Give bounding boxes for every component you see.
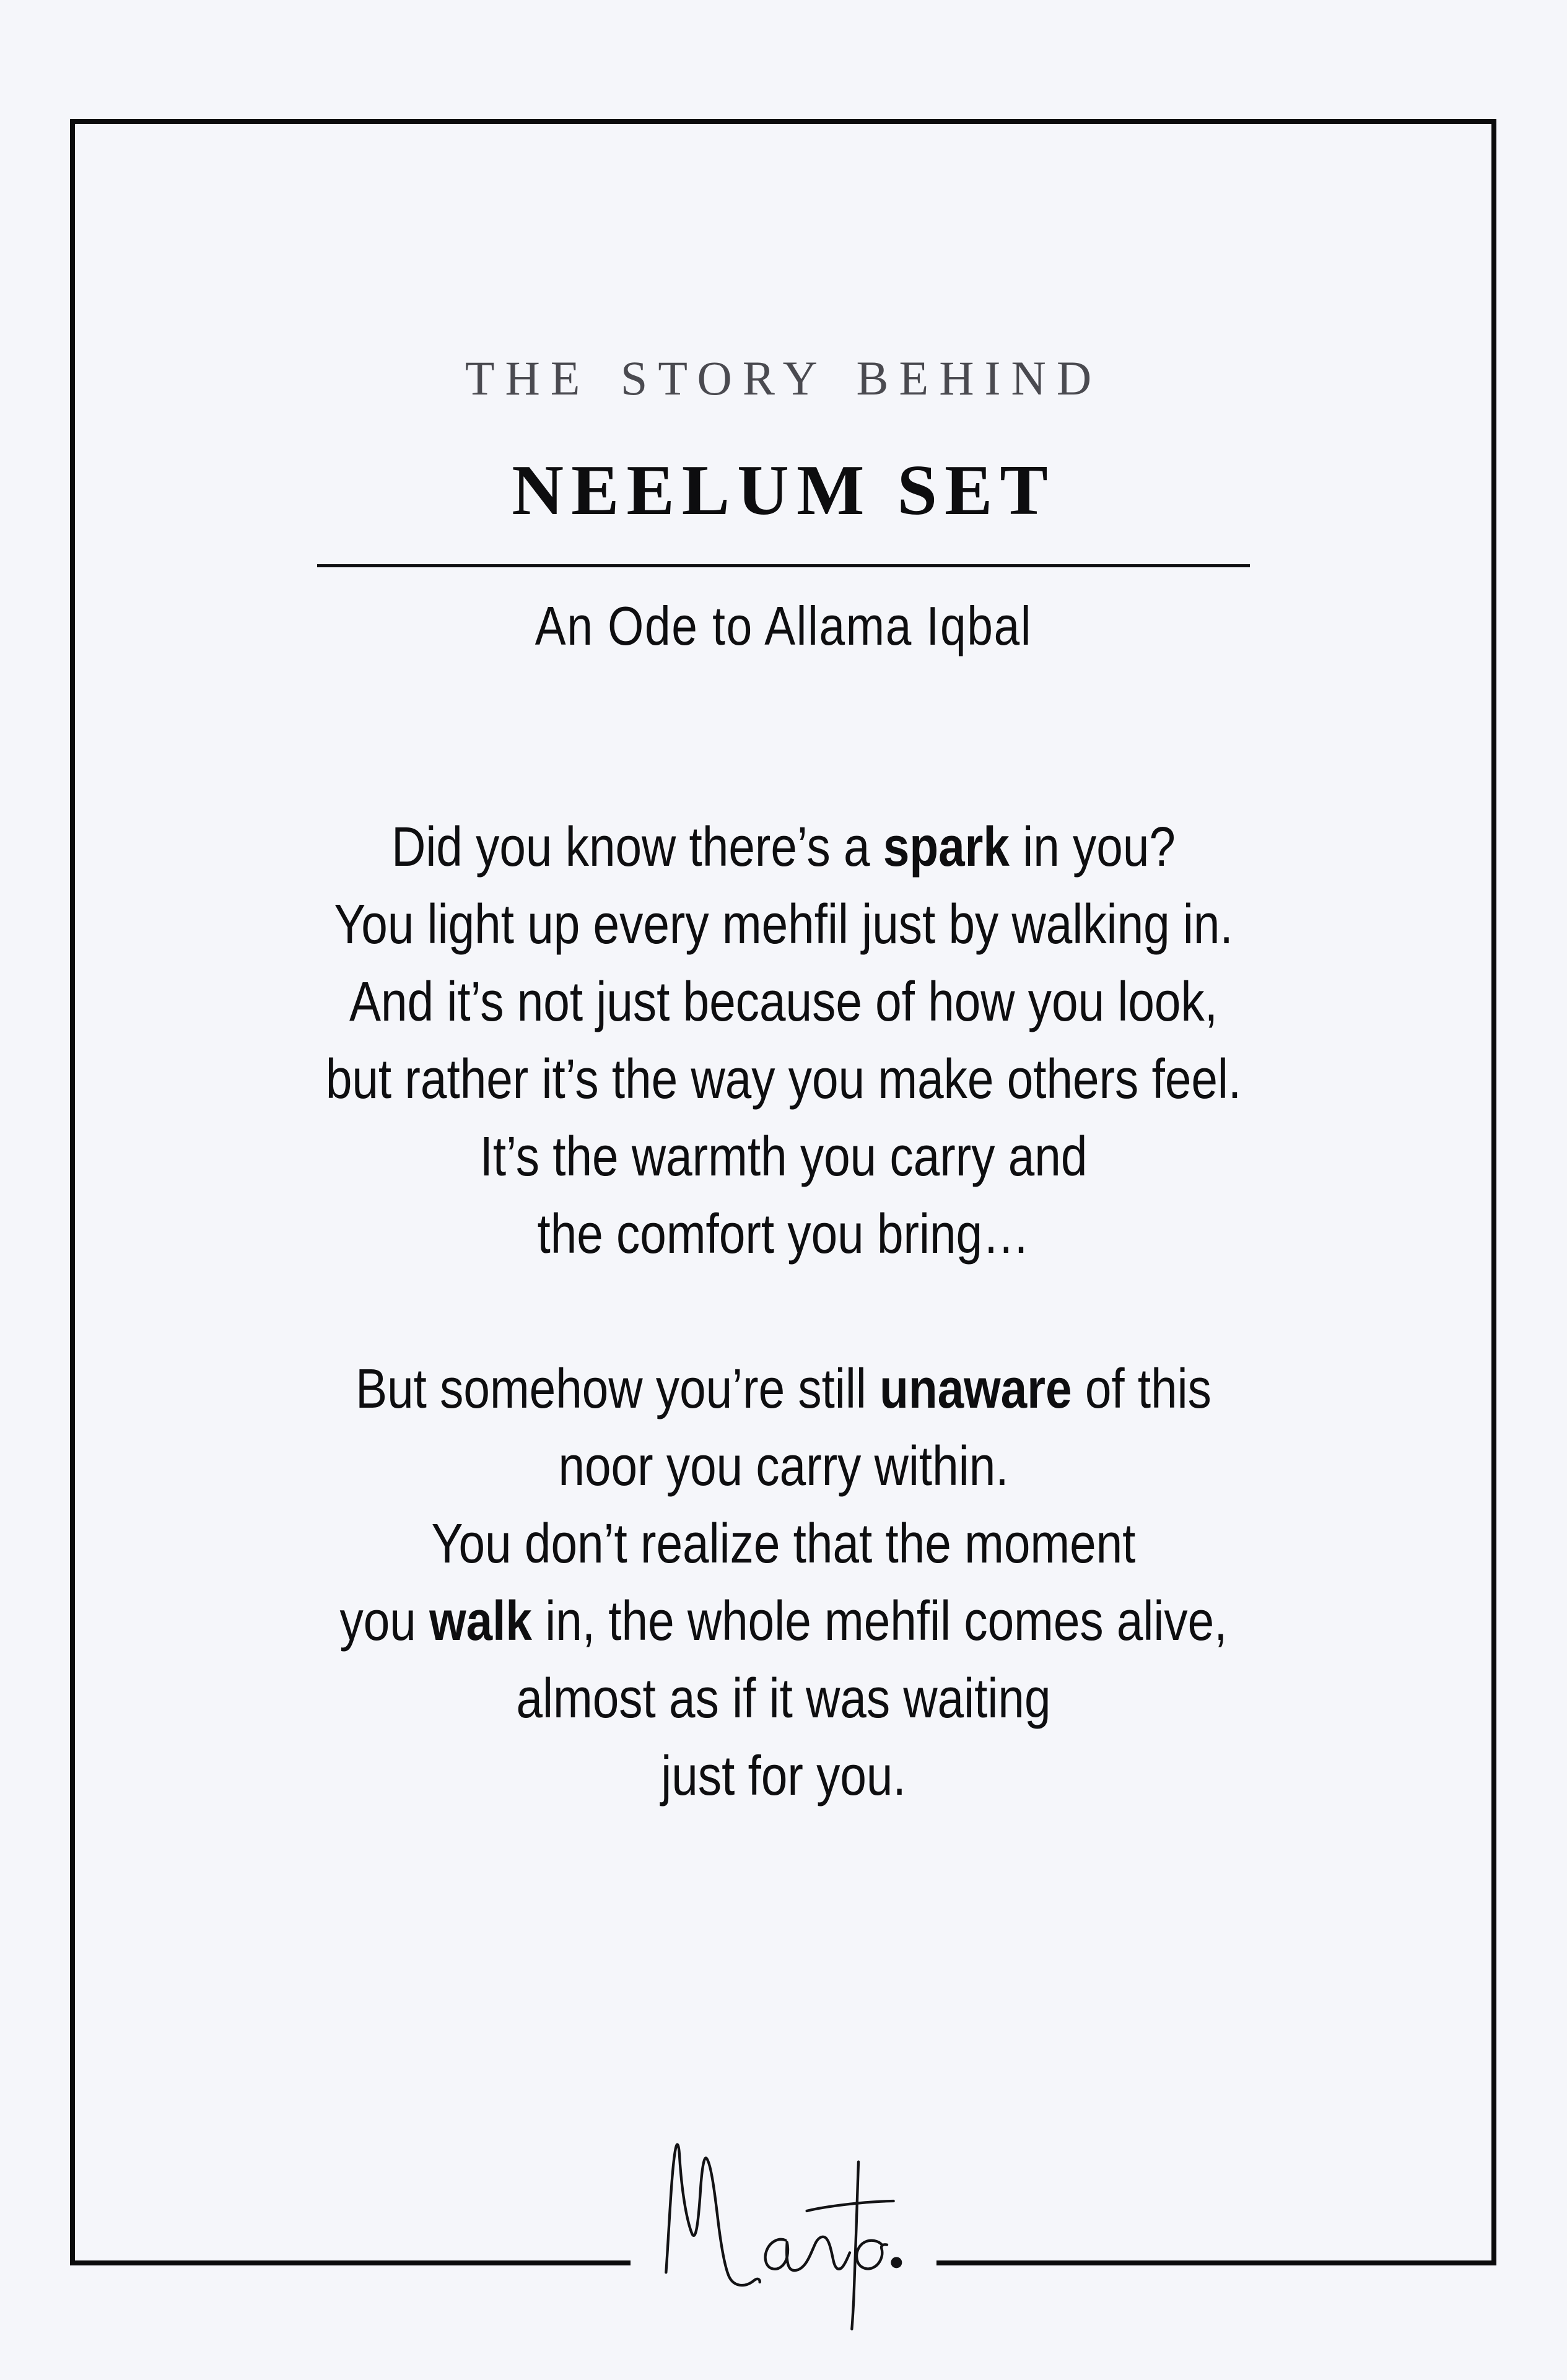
product-title: NEELUM SET (512, 451, 1055, 530)
poem-line (118, 1351, 1450, 1428)
poem-text: You light up every mehfil just by walking in. (334, 894, 1233, 956)
poem-line (118, 1660, 1450, 1738)
poem-line (118, 1041, 1450, 1118)
poem-line (118, 1738, 1450, 1815)
poem-text: But somehow you’re still (356, 1358, 880, 1420)
poem (118, 809, 1450, 1815)
poem-emphasis: walk (429, 1590, 532, 1652)
eyebrow-text: THE STORY BEHIND (465, 351, 1102, 405)
signature-stroke-t-stem (852, 2162, 858, 2329)
manto-signature-logo (626, 2118, 941, 2366)
poem-emphasis: spark (883, 816, 1010, 878)
poem-stanza-2 (118, 1351, 1450, 1815)
poem-emphasis: unaware (880, 1358, 1072, 1420)
subtitle-text: An Ode to Allama Iqbal (535, 595, 1032, 656)
poem-text: of this (1072, 1358, 1211, 1420)
poem-text: in, the whole mehfil comes alive, (531, 1590, 1228, 1652)
poem-text: It’s the warmth you carry and (479, 1126, 1088, 1188)
poem-line (118, 964, 1450, 1041)
signature-stroke-an (766, 2237, 850, 2270)
title-divider (317, 564, 1250, 567)
poem-line (118, 809, 1450, 886)
poem-text: noor you carry within. (558, 1436, 1009, 1497)
signature-stroke-o (857, 2241, 887, 2269)
poem-line (118, 1428, 1450, 1506)
signature-stroke-t-crossbar (807, 2201, 894, 2211)
poem-text: the comfort you bring… (537, 1203, 1030, 1265)
poem-line (118, 1506, 1450, 1583)
poem-line (118, 1118, 1450, 1196)
signature-period-dot (891, 2257, 902, 2268)
poem-line (118, 1583, 1450, 1660)
poem-text: Did you know there’s a (391, 816, 883, 878)
poem-text: And it’s not just because of how you look, (349, 971, 1218, 1033)
poem-line (118, 1196, 1450, 1273)
poem-text: just for you. (661, 1745, 906, 1807)
poem-text: you (339, 1590, 430, 1652)
signature-stroke-man (666, 2145, 759, 2285)
poem-stanza-1 (118, 809, 1450, 1273)
poem-text: but rather it’s the way you make others feel. (325, 1048, 1242, 1110)
poem-text: almost as if it was waiting (516, 1668, 1051, 1730)
poem-text: in you? (1009, 816, 1176, 878)
poem-text: You don’t realize that the moment (431, 1513, 1136, 1575)
poem-line (118, 886, 1450, 964)
